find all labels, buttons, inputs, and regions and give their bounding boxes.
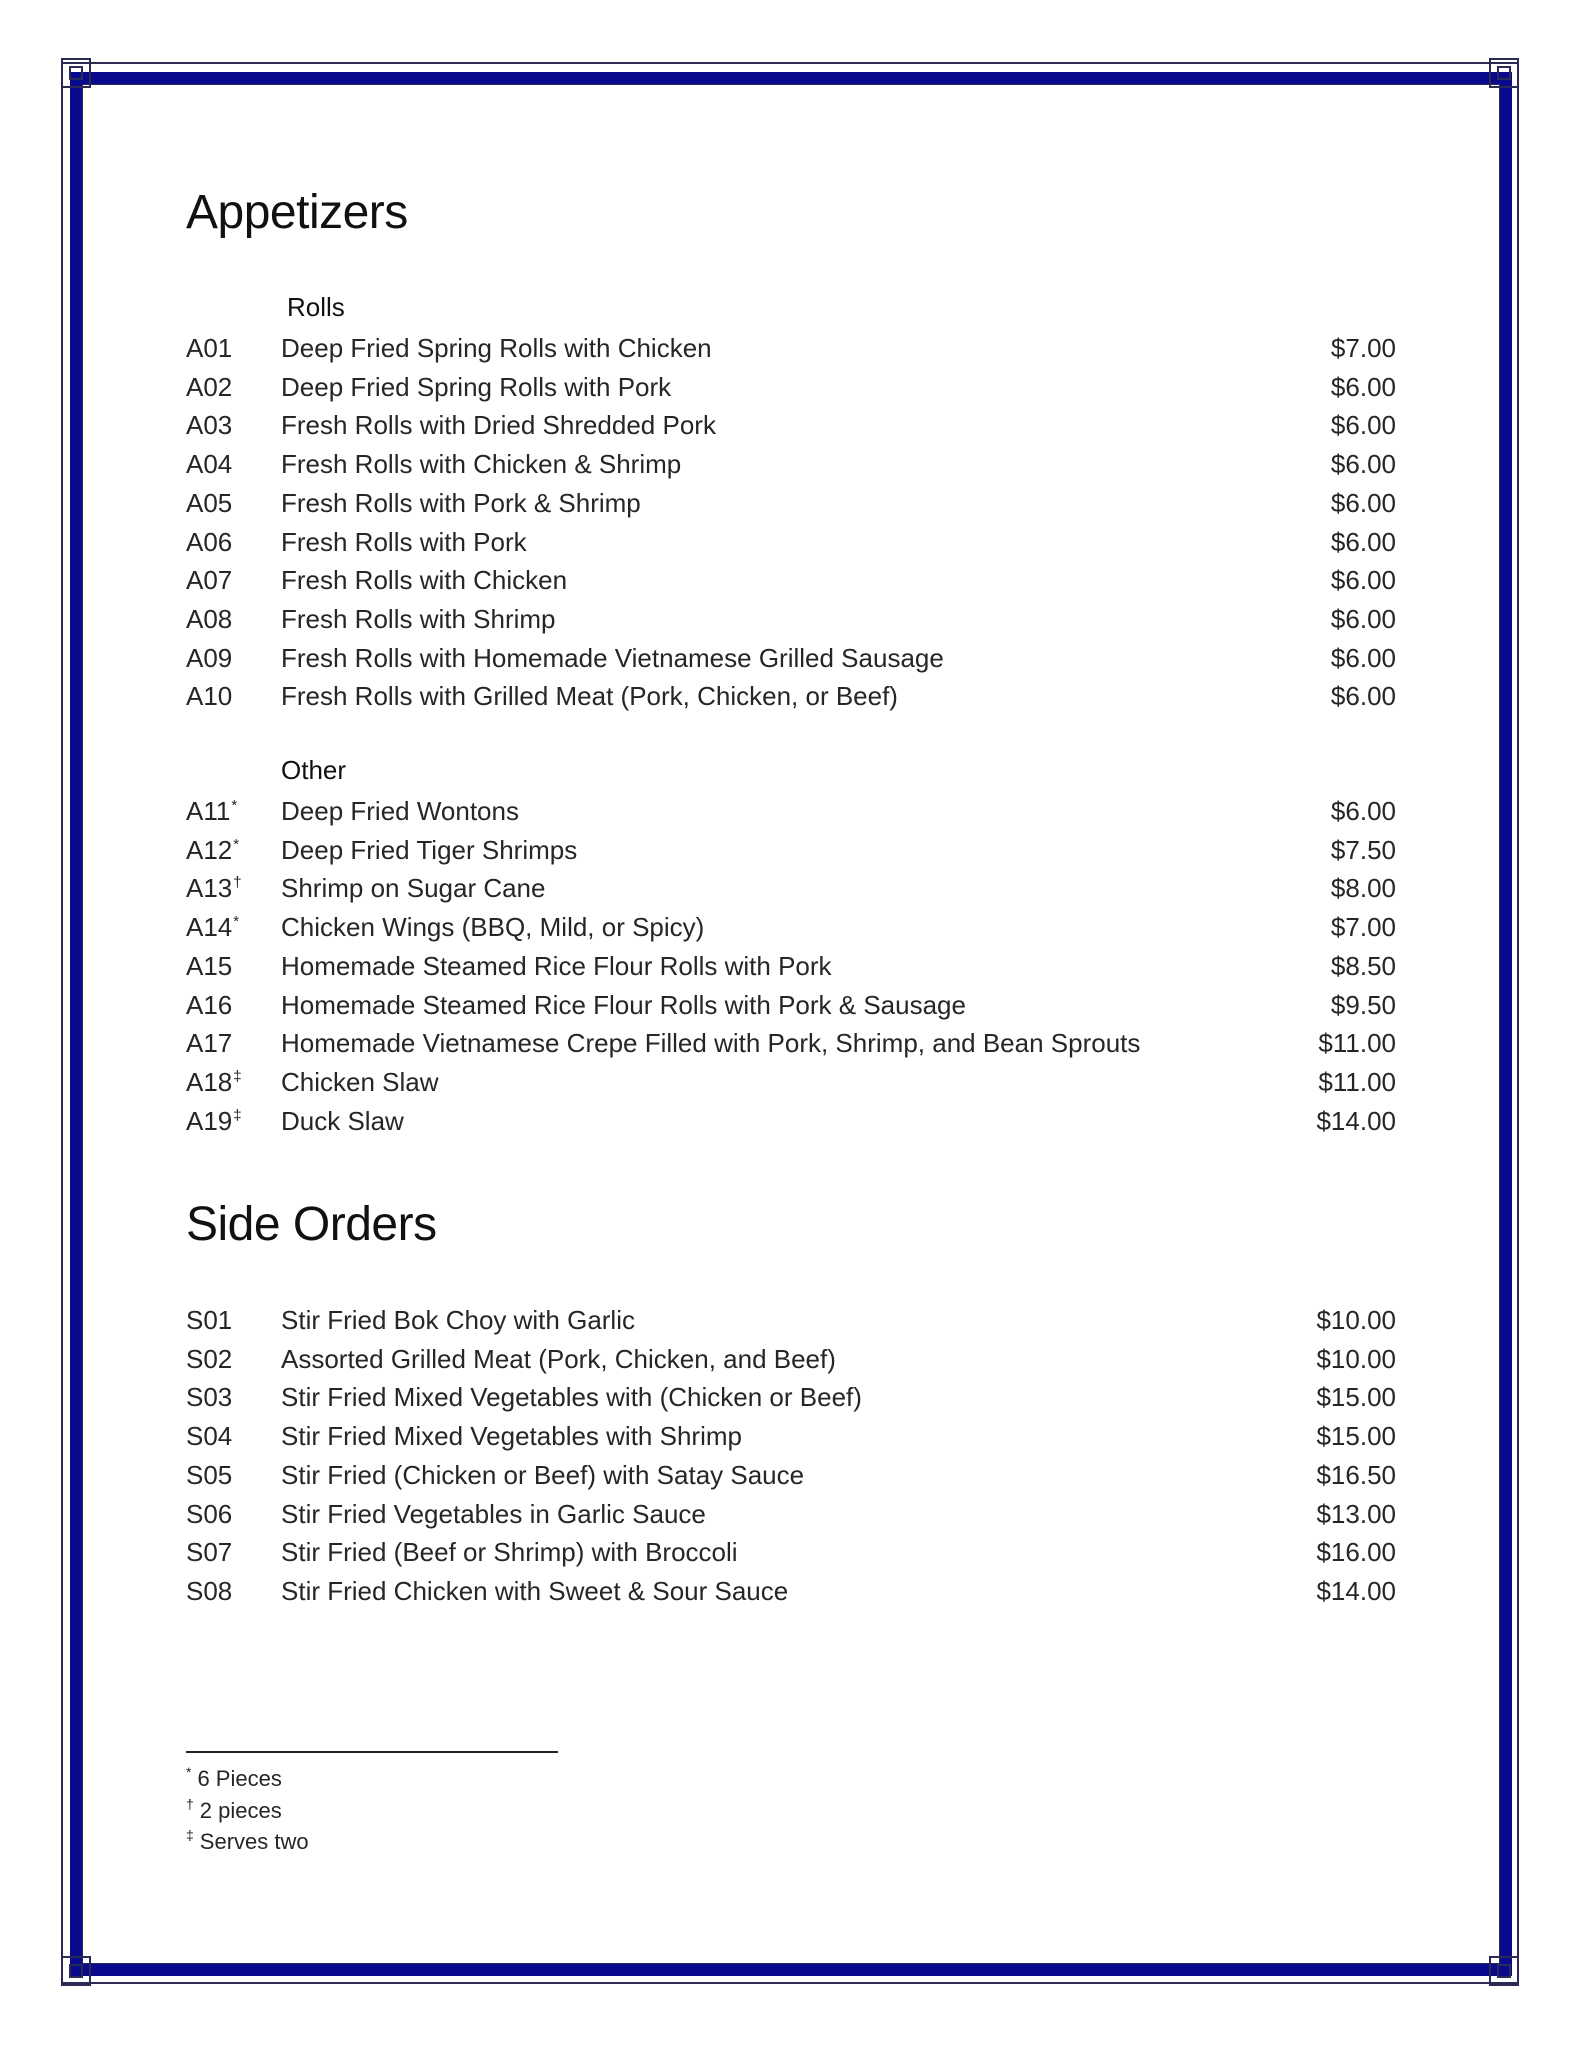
item-price: $15.00: [1316, 1382, 1396, 1413]
menu-item-row: [186, 446, 1396, 482]
item-code: S07: [186, 1537, 233, 1568]
menu-item-row: [186, 1379, 1396, 1415]
item-name: Deep Fried Spring Rolls with Pork: [281, 371, 672, 402]
item-code: A11*: [186, 796, 238, 826]
item-price: $7.50: [1330, 834, 1396, 865]
item-price: $8.00: [1330, 873, 1396, 904]
footnote-mark: ‡: [233, 1106, 242, 1124]
item-code: A17: [186, 1028, 233, 1059]
item-price: $6.00: [1330, 796, 1396, 826]
item-name: Stir Fried (Chicken or Beef) with Satay Sauce: [281, 1459, 805, 1490]
item-code: A16: [186, 989, 233, 1020]
menu-item-row: [186, 1496, 1396, 1532]
item-price: $9.50: [1330, 989, 1396, 1020]
item-name: Fresh Rolls with Pork & Shrimp: [281, 487, 641, 518]
item-code: S04: [186, 1421, 233, 1452]
appetizers-title: Appetizers: [186, 186, 408, 239]
menu-item-row: [186, 909, 1396, 945]
menu-item-row: [186, 793, 1396, 829]
item-code: A07: [186, 565, 233, 596]
menu-item-row: [186, 1064, 1396, 1100]
menu-item-row: [186, 1103, 1396, 1139]
item-code: A13†: [186, 873, 242, 904]
rolls-heading: Rolls: [287, 292, 345, 322]
item-price: $6.00: [1330, 410, 1396, 441]
item-name: Fresh Rolls with Shrimp: [281, 603, 556, 634]
item-price: $6.00: [1330, 371, 1396, 402]
menu-item-row: [186, 330, 1396, 366]
item-code: A10: [186, 681, 233, 712]
item-code: A05: [186, 487, 233, 518]
footnote-mark: *: [233, 913, 240, 931]
item-name: Deep Fried Wontons: [281, 796, 519, 826]
footnote-mark: *: [233, 835, 240, 853]
item-name: Stir Fried (Beef or Shrimp) with Broccoli: [281, 1537, 738, 1568]
item-name: Stir Fried Bok Choy with Garlic: [281, 1305, 635, 1335]
item-code: A04: [186, 449, 233, 480]
menu-item-row: [186, 601, 1396, 637]
menu-item-row: [186, 485, 1396, 521]
menu-item-row: [186, 524, 1396, 560]
item-price: $6.00: [1330, 642, 1396, 673]
item-price: $8.50: [1330, 950, 1396, 981]
footnote-divider: [186, 1751, 558, 1753]
item-price: $13.00: [1316, 1498, 1396, 1529]
item-name: Assorted Grilled Meat (Pork, Chicken, and Beef): [281, 1343, 836, 1374]
item-code: A06: [186, 526, 233, 557]
item-code: A03: [186, 410, 233, 441]
menu-item-row: [186, 1418, 1396, 1454]
menu-item-row: [186, 1457, 1396, 1493]
item-price: $11.00: [1318, 1028, 1396, 1059]
side-orders-title: Side Orders: [186, 1198, 437, 1251]
item-price: $7.00: [1330, 333, 1396, 363]
item-code: S06: [186, 1498, 233, 1529]
menu-item-row: [186, 987, 1396, 1023]
item-price: $6.00: [1330, 449, 1396, 480]
corner-ornament: [1489, 1956, 1519, 1986]
item-price: $6.00: [1330, 681, 1396, 712]
item-name: Fresh Rolls with Chicken: [281, 565, 568, 596]
footnote: † 2 pieces: [186, 1796, 282, 1823]
footnote-mark: *: [231, 797, 238, 814]
menu-item-row: [186, 1573, 1396, 1609]
item-price: $10.00: [1316, 1343, 1396, 1374]
footnote: ‡ Serves two: [186, 1827, 309, 1854]
item-name: Duck Slaw: [281, 1105, 404, 1136]
menu-item-row: [186, 407, 1396, 443]
footnote-mark: †: [233, 874, 242, 892]
item-price: $15.00: [1316, 1421, 1396, 1452]
other-heading: Other: [281, 755, 347, 785]
menu-item-row: [186, 562, 1396, 598]
item-price: $10.00: [1316, 1305, 1396, 1335]
item-name: Stir Fried Mixed Vegetables with Shrimp: [281, 1421, 742, 1452]
menu-item-row: [186, 678, 1396, 714]
item-code: A12*: [186, 834, 240, 865]
item-name: Chicken Wings (BBQ, Mild, or Spicy): [281, 912, 705, 943]
item-name: Shrimp on Sugar Cane: [281, 873, 546, 904]
corner-ornament: [1489, 58, 1519, 88]
item-price: $11.00: [1318, 1066, 1396, 1097]
item-code: S03: [186, 1382, 233, 1413]
item-code: A08: [186, 603, 233, 634]
item-name: Chicken Slaw: [281, 1066, 439, 1097]
menu-item-row: [186, 1534, 1396, 1570]
item-name: Fresh Rolls with Homemade Vietnamese Grilled Sausage: [281, 642, 944, 673]
item-code: A01: [186, 333, 233, 363]
item-code: A18‡: [186, 1066, 242, 1097]
item-name: Fresh Rolls with Pork: [281, 526, 527, 557]
item-name: Stir Fried Chicken with Sweet & Sour Sauce: [281, 1575, 789, 1606]
menu-item-row: [186, 1341, 1396, 1377]
item-name: Stir Fried Mixed Vegetables with (Chicken or Beef): [281, 1382, 862, 1413]
item-code: S01: [186, 1305, 233, 1335]
item-code: A19‡: [186, 1105, 242, 1136]
footnote-mark: ‡: [233, 1067, 242, 1085]
item-price: $7.00: [1330, 912, 1396, 943]
item-name: Deep Fried Tiger Shrimps: [281, 834, 578, 865]
item-price: $16.50: [1316, 1459, 1396, 1490]
item-code: A14*: [186, 912, 240, 943]
item-price: $6.00: [1330, 603, 1396, 634]
item-price: $14.00: [1316, 1105, 1396, 1136]
item-name: Homemade Steamed Rice Flour Rolls with Pork & Sausage: [281, 989, 966, 1020]
corner-ornament: [61, 58, 91, 88]
item-name: Stir Fried Vegetables in Garlic Sauce: [281, 1498, 706, 1529]
menu-item-row: [186, 870, 1396, 906]
item-price: $6.00: [1330, 565, 1396, 596]
item-price: $6.00: [1330, 526, 1396, 557]
item-code: S08: [186, 1575, 233, 1606]
menu-item-row: [186, 1302, 1396, 1338]
item-name: Fresh Rolls with Chicken & Shrimp: [281, 449, 682, 480]
item-code: A09: [186, 642, 233, 673]
item-code: S05: [186, 1459, 233, 1490]
item-name: Homemade Steamed Rice Flour Rolls with Pork: [281, 950, 832, 981]
menu-item-row: [186, 948, 1396, 984]
footnote: * 6 Pieces: [186, 1764, 282, 1791]
item-price: $14.00: [1316, 1575, 1396, 1606]
item-code: S02: [186, 1343, 233, 1374]
menu-item-row: [186, 640, 1396, 676]
item-name: Deep Fried Spring Rolls with Chicken: [281, 333, 712, 363]
page-border-inner: [82, 84, 1500, 1964]
item-code: A02: [186, 371, 233, 402]
item-price: $6.00: [1330, 487, 1396, 518]
menu-item-row: [186, 369, 1396, 405]
item-price: $16.00: [1316, 1537, 1396, 1568]
item-name: Homemade Vietnamese Crepe Filled with Pork, Shrimp, and Bean Sprouts: [281, 1028, 1141, 1059]
menu-item-row: [186, 832, 1396, 868]
item-name: Fresh Rolls with Dried Shredded Pork: [281, 410, 716, 441]
menu-item-row: [186, 1025, 1396, 1061]
item-code: A15: [186, 950, 233, 981]
corner-ornament: [61, 1956, 91, 1986]
item-name: Fresh Rolls with Grilled Meat (Pork, Chicken, or Beef): [281, 681, 898, 712]
